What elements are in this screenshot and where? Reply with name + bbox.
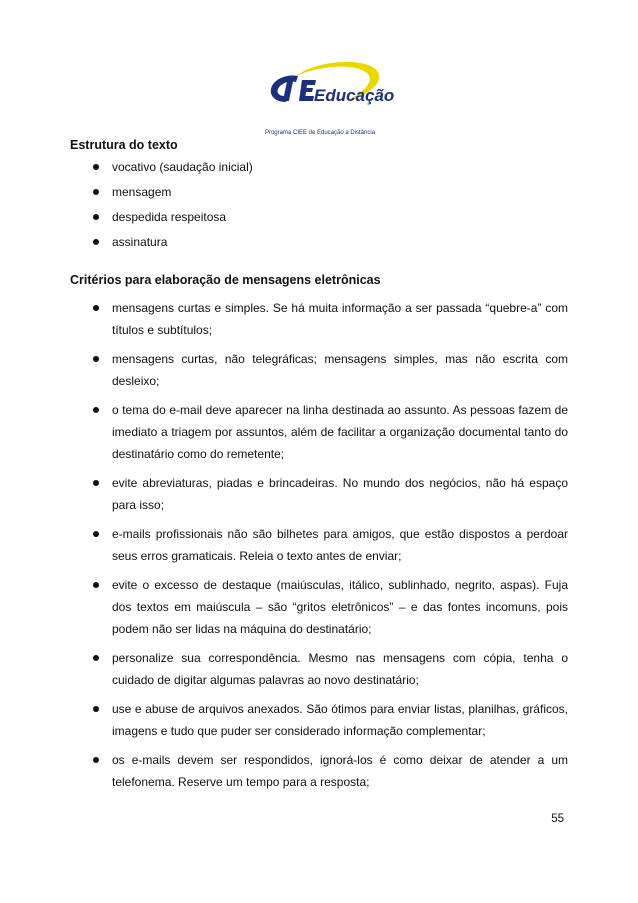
estrutura-list	[70, 159, 568, 250]
list-item-text: o tema do e-mail deve aparecer na linha destinada ao assunto. As pessoas fazem de imediato a triagem por assuntos, além de facilitar a organização documental tanto do destinatário como do remetente;	[112, 403, 568, 461]
list-item	[70, 297, 568, 341]
list-item	[70, 698, 568, 742]
list-item	[70, 159, 568, 175]
list-item-text: vocativo (saudação inicial)	[112, 160, 253, 174]
bullet-icon	[93, 164, 99, 170]
bullet-icon	[93, 480, 99, 486]
criterios-list	[70, 297, 568, 793]
bullet-icon	[93, 305, 99, 311]
list-item	[70, 184, 568, 200]
ciee-logo-graphic	[256, 58, 395, 128]
section-title-estrutura: Estrutura do texto	[70, 138, 178, 152]
logo-caption: Programa CIEE de Educação a Distância	[264, 130, 376, 136]
bullet-icon	[93, 239, 99, 245]
list-item	[70, 399, 568, 465]
logo-wordmark: Educação	[314, 86, 395, 105]
bullet-icon	[93, 356, 99, 362]
bullet-icon	[93, 407, 99, 413]
list-item-text: os e-mails devem ser respondidos, ignorá-los é como deixar de atender a um telefonema. Reserve um tempo para a resposta;	[112, 753, 568, 789]
list-item-text: despedida respeitosa	[112, 210, 227, 224]
list-item-text: evite abreviaturas, piadas e brincadeiras. No mundo dos negócios, não há espaço para isso;	[112, 476, 568, 512]
section-title-criterios: Critérios para elaboração de mensagens eletrônicas	[70, 273, 381, 287]
list-item-text: e-mails profissionais não são bilhetes para amigos, que estão dispostos a perdoar seus erros gramaticais. Releia o texto antes de enviar;	[112, 527, 568, 563]
page-number: 55	[551, 813, 564, 825]
list-item-text: assinatura	[112, 235, 168, 249]
list-item-text: personalize sua correspondência. Mesmo nas mensagens com cópia, tenha o cuidado de digitar algumas palavras ao novo destinatário;	[112, 651, 568, 687]
bullet-icon	[93, 706, 99, 712]
list-item-text: use e abuse de arquivos anexados. São ótimos para enviar listas, planilhas, gráficos, imagens e tudo que puder ser considerado informação complementar;	[112, 702, 568, 738]
list-item-text: evite o excesso de destaque (maiúsculas, itálico, sublinhado, negrito, aspas). Fuja dos textos em maiúscula – são “gritos eletrônicos” – e das fontes incomuns, pois podem não ser lidas na máquina do destinatário;	[112, 578, 568, 636]
list-item-text: mensagens curtas, não telegráficas; mensagens simples, mas não escrita com desleixo;	[112, 352, 568, 388]
list-item	[70, 234, 568, 250]
bullet-icon	[93, 655, 99, 661]
list-item	[70, 647, 568, 691]
bullet-icon	[93, 582, 99, 588]
bullet-icon	[93, 189, 99, 195]
bullet-icon	[93, 214, 99, 220]
list-item	[70, 348, 568, 392]
list-item	[70, 574, 568, 640]
bullet-icon	[93, 757, 99, 763]
bullet-icon	[93, 531, 99, 537]
list-item	[70, 472, 568, 516]
document-body	[70, 137, 568, 800]
list-item	[70, 749, 568, 793]
list-item-text: mensagem	[112, 185, 172, 199]
list-item-text: mensagens curtas e simples. Se há muita informação a ser passada “quebre-a” com títulos e subtítulos;	[112, 301, 568, 337]
ciee-logo	[256, 58, 395, 136]
list-item	[70, 209, 568, 225]
list-item	[70, 523, 568, 567]
